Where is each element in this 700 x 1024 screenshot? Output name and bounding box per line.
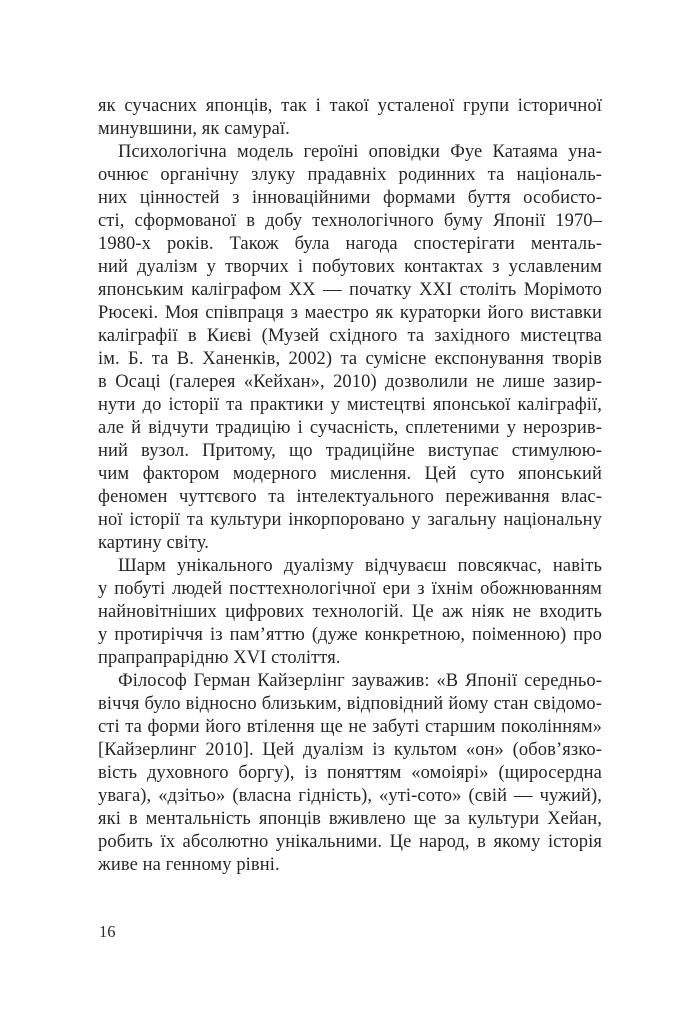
text-block — [98, 95, 602, 877]
text-line: найновітніших цифрових технологій. Це аж ніяк не входить — [98, 602, 602, 622]
text-line: але й відчути традицію і сучасність, сплетеними у нерозрив- — [98, 418, 602, 438]
paragraph — [98, 95, 602, 141]
text-line: Психологічна модель героїні оповідки Фуе Катаяма уна- — [118, 142, 602, 162]
paragraph — [98, 555, 602, 670]
paragraph — [98, 141, 602, 555]
text-line: сті, сформованої в добу технологічного буму Японії 1970– — [98, 211, 602, 231]
text-line: минувшини, як самураї. — [98, 119, 290, 139]
text-line: у протиріччя із пам’яттю (дуже конкретною, поіменною) про — [98, 625, 602, 645]
text-line: феномен чуттєвого та інтелектуального переживання влас- — [98, 487, 602, 507]
text-line: ної історії та культури інкорпоровано у загальну національну — [98, 510, 602, 530]
text-line: робить їх абсолютно унікальними. Це народ, в якому історія — [98, 832, 602, 852]
text-line: віччя було відносно близьким, відповідний йому стан свідомо- — [98, 694, 602, 714]
text-line: очнює органічну злуку прадавніх родинних та національ- — [98, 165, 602, 185]
text-line: каліграфії в Києві (Музей східного та західного мистецтва — [98, 326, 602, 346]
paragraph — [98, 670, 602, 877]
text-line: ний дуалізм у творчих і побутових контактах з уславленим — [98, 257, 602, 277]
text-line: Шарм унікального дуалізму відчуваєш повсякчас, навіть — [118, 556, 602, 576]
text-line: у побуті людей посттехнологічної ери з їхнім обожнюванням — [98, 579, 602, 599]
page-number: 16 — [99, 922, 116, 941]
text-line: в Осаці (галерея «Кейхан», 2010) дозволили не лише зазир- — [98, 372, 602, 392]
text-line: прапрапрарідню XVI століття. — [98, 648, 341, 668]
text-line: картину світу. — [98, 533, 210, 553]
text-line: чим фактором модерного мислення. Цей суто японський — [98, 464, 602, 484]
text-line: живе на генному рівні. — [98, 855, 280, 875]
text-line: які в ментальність японців вживлено ще за культури Хейан, — [98, 809, 602, 829]
text-line: сті та форми його втілення ще не забуті старшим поколінням» — [98, 717, 602, 737]
text-line: як сучасних японців, так і такої усталеної групи історичної — [98, 96, 602, 116]
text-line: ний вузол. Притому, що традиційне виступає стимулюю- — [98, 441, 602, 461]
text-line: Рюсекі. Моя співпраця з маестро як кураторки його виставки — [98, 303, 602, 323]
text-line: ім. Б. та В. Ханенків, 2002) та сумісне експонування творів — [98, 349, 602, 369]
text-line: увага), «дзітьо» (власна гідність), «уті-сото» (свій — чужий), — [98, 786, 602, 806]
text-line: вість духовного боргу), із поняттям «омоіярі» (щиросердна — [98, 763, 602, 783]
text-line: 1980-х років. Також була нагода спостерігати менталь- — [98, 234, 602, 254]
text-line: них цінностей з інноваційними формами буття особисто- — [98, 188, 602, 208]
text-line: японським каліграфом XX — початку XXI століть Морімото — [98, 280, 602, 300]
text-line: нути до історії та практики у мистецтві японської каліграфії, — [98, 395, 602, 415]
text-line: Філософ Герман Кайзерлінг зауважив: «В Японії середньо- — [118, 671, 602, 691]
text-line: [Кайзерлинг 2010]. Цей дуалізм із культом «он» (обов’язко- — [98, 740, 602, 760]
